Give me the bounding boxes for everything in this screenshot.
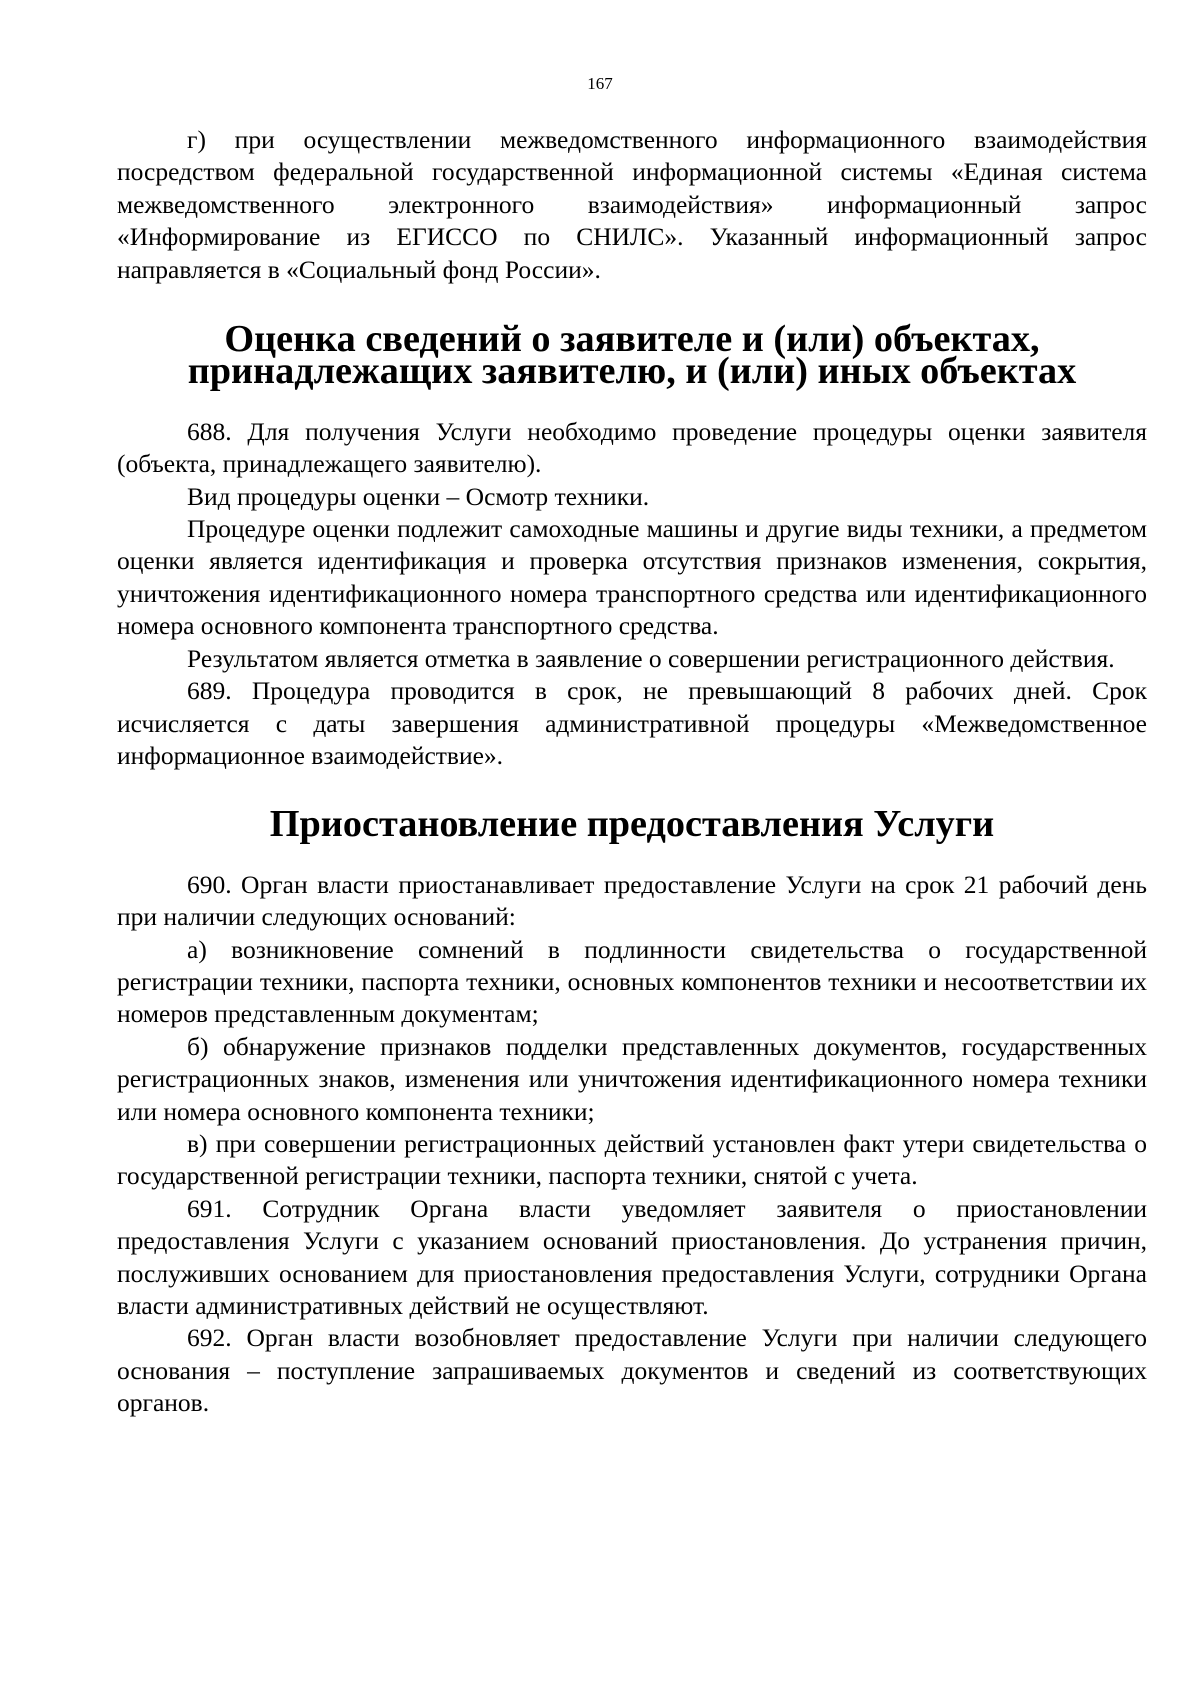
section-heading-suspension: Приостановление предоставления Услуги	[269, 803, 995, 846]
document-body	[117, 124, 1147, 1420]
paragraph-688: 688. Для получения Услуги необходимо проведение процедуры оценки заявителя (объекта, принадлежащего заявителю).	[117, 416, 1147, 479]
section-heading-assessment: Оценка сведений о заявителе и (или) объектах, принадлежащих заявителю, и (или) иных объектах	[187, 318, 1077, 393]
paragraph-690-a: а) возникновение сомнений в подлинности свидетельства о государственной регистрации техники, паспорта техники, основных компонентов техники и несоответствии их номеров представленным документам;	[117, 934, 1147, 1029]
paragraph-assessment-type: Вид процедуры оценки – Осмотр техники.	[187, 481, 650, 511]
page-number: 167	[587, 74, 613, 93]
paragraph-692: 692. Орган власти возобновляет предоставление Услуги при наличии следующего основания – поступление запрашиваемых документов и сведений из соответствующих органов.	[117, 1323, 1147, 1418]
paragraph-690-b: б) обнаружение признаков подделки представленных документов, государственных регистрационных знаков, изменения или уничтожения идентификационного номера техники или номера основного компонента техники;	[117, 1031, 1147, 1126]
paragraph-690-v: в) при совершении регистрационных действий установлен факт утери свидетельства о государственной регистрации техники, паспорта техники, снятой с учета.	[117, 1128, 1147, 1191]
paragraph-691: 691. Сотрудник Органа власти уведомляет заявителя о приостановлении предоставления Услуги с указанием оснований приостановления. До устранения причин, послуживших основанием для приостановления предоставления Услуги, сотрудники Органа власти административных действий не осуществляют.	[117, 1193, 1147, 1320]
paragraph-assessment-subject: Процедуре оценки подлежит самоходные машины и другие виды техники, а предметом оценки является идентификация и проверка отсутствия признаков изменения, сокрытия, уничтожения идентификационного номера транспортного средства или идентификационного номера основного компонента транспортного средства.	[117, 514, 1147, 641]
paragraph-689: 689. Процедура проводится в срок, не превышающий 8 рабочих дней. Срок исчисляется с даты завершения административной процедуры «Межведомственное информационное взаимодействие».	[117, 676, 1147, 770]
paragraph-assessment-result: Результатом является отметка в заявление о совершении регистрационного действия.	[187, 643, 1115, 673]
paragraph-item-g: г) при осуществлении межведомственного информационного взаимодействия посредством федеральной государственной информационной системы «Единая система межведомственного электронного взаимодействия» информационный запрос «Информирование из ЕГИССО по СНИЛС». Указанный информационный запрос направляется в «Социальный фонд России».	[117, 125, 1147, 284]
paragraph-690: 690. Орган власти приостанавливает предоставление Услуги на срок 21 рабочий день при наличии следующих оснований:	[117, 869, 1147, 932]
